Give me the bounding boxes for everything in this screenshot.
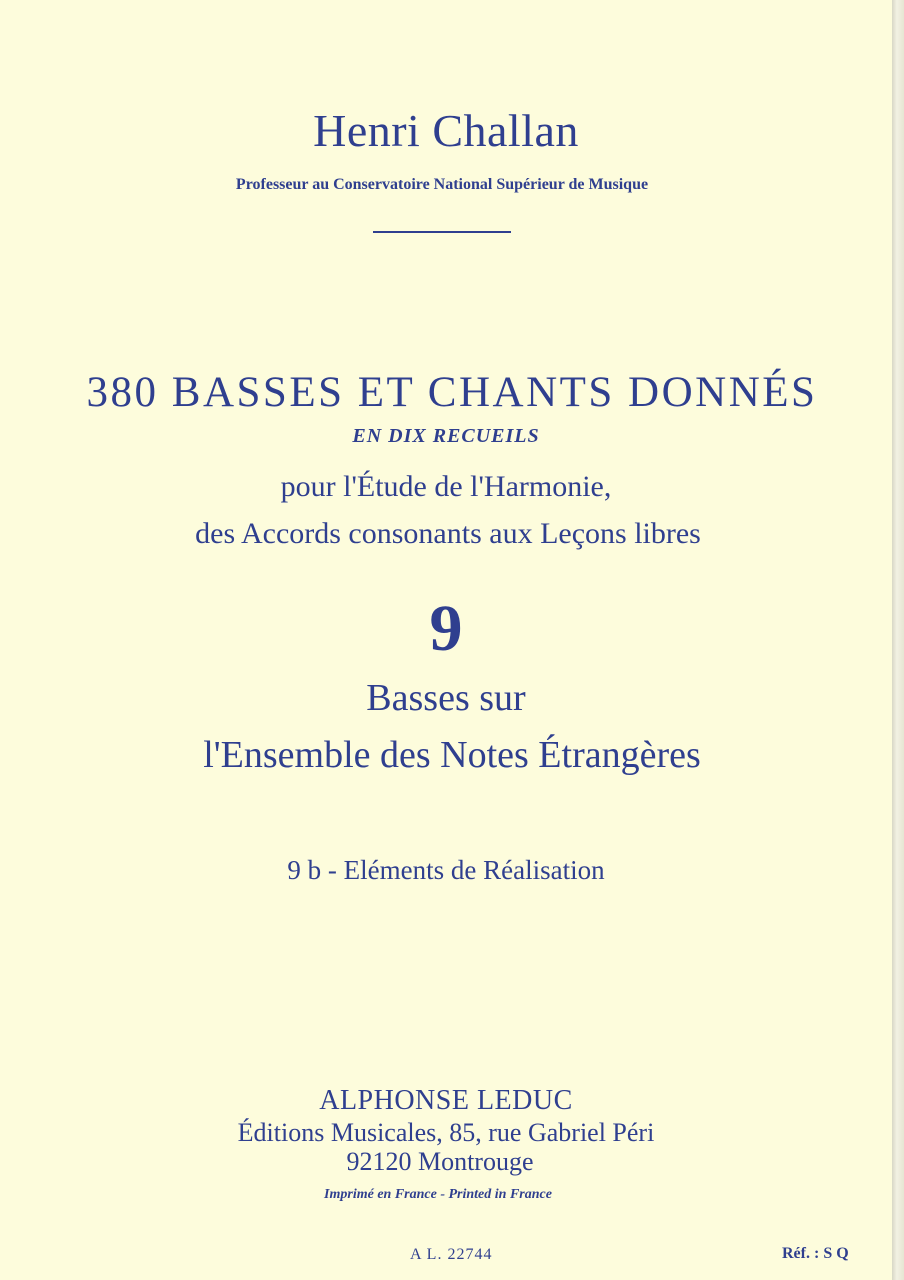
author-affiliation: Professeur au Conservatoire National Supérieur de Musique: [235, 176, 649, 193]
divider-rule: [373, 231, 511, 233]
publisher-address-line-2: 92120 Montrouge: [346, 1147, 534, 1176]
part-title: 9 b - Eléments de Réalisation: [287, 855, 605, 885]
subtitle: EN DIX RECUEILS: [352, 425, 540, 447]
publisher-address-line-1: Éditions Musicales, 85, rue Gabriel Péri: [237, 1118, 655, 1147]
author-name: Henri Challan: [313, 105, 579, 156]
page-edge: [892, 0, 904, 1280]
catalog-code: A L. 22744: [410, 1246, 493, 1263]
publisher-name: ALPHONSE LEDUC: [319, 1085, 573, 1116]
volume-number: 9: [429, 592, 463, 665]
volume-title-line-2: l'Ensemble des Notes Étrangères: [203, 734, 701, 776]
purpose-line-2: des Accords consonants aux Leçons libres: [195, 517, 701, 550]
printed-in-france: Imprimé en France - Printed in France: [324, 1187, 552, 1202]
purpose-line-1: pour l'Étude de l'Harmonie,: [280, 470, 612, 503]
volume-title-line-1: Basses sur: [366, 677, 526, 719]
main-title: 380 BASSES ET CHANTS DONNÉS: [86, 369, 818, 416]
reference-code: Réf. : S Q: [782, 1245, 849, 1262]
